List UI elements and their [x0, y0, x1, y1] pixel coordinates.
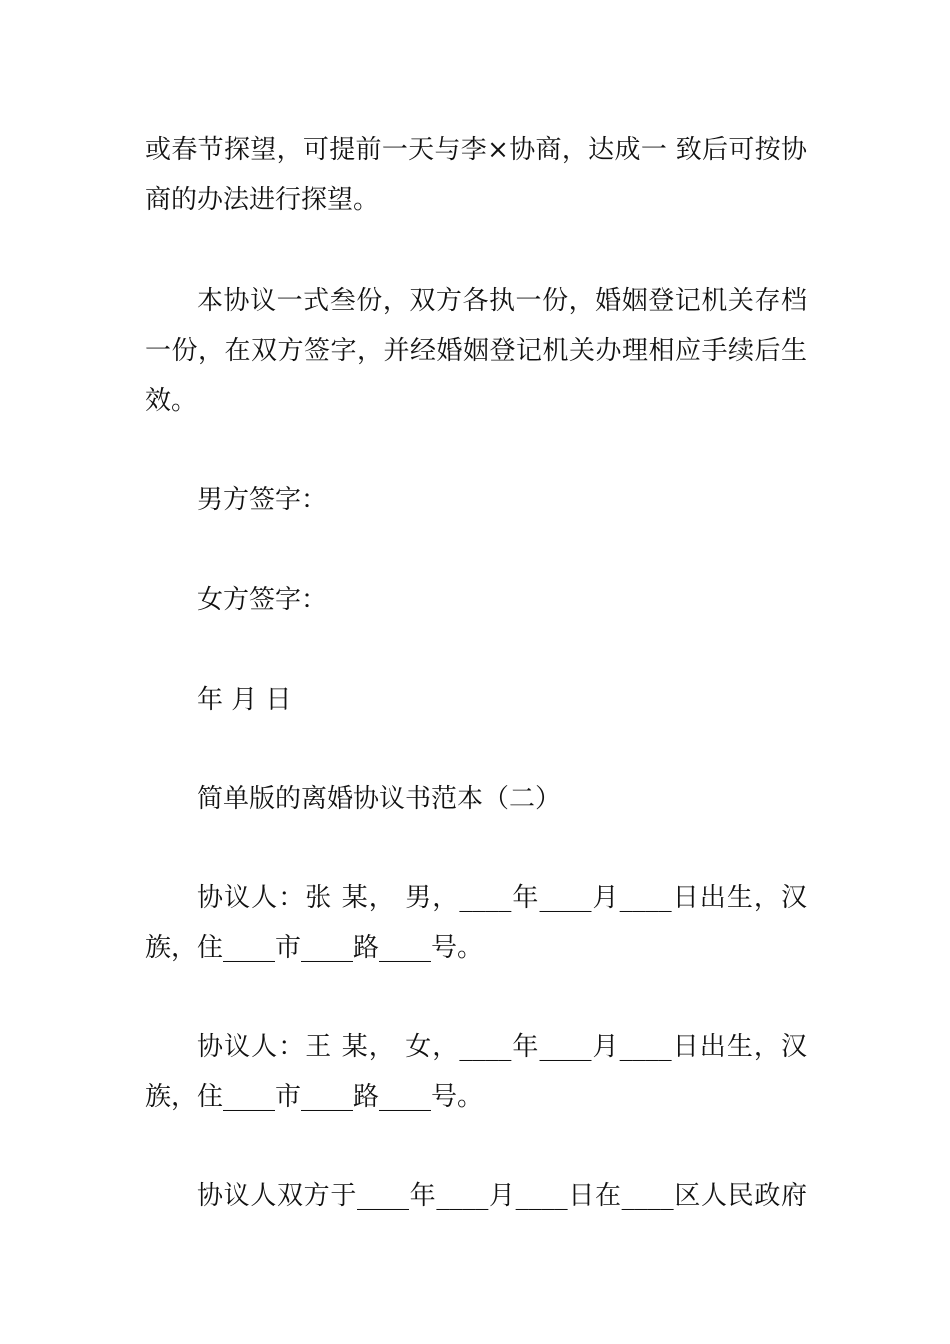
document-page: [145, 0, 807, 1344]
paragraph-1-line-1: 或春节探望，可提前一天与李×协商，达成一 致后可按协: [145, 135, 807, 165]
paragraph-2-line-3: 效。: [145, 386, 198, 416]
party-2-line-1: 协议人：王 某， 女，____年____月____日出生，汉: [197, 1032, 807, 1062]
paragraph-1-line-2: 商的办法进行探望。: [145, 185, 380, 215]
paragraph-2-line-1: 本协议一式叁份，双方各执一份，婚姻登记机关存档: [197, 286, 807, 316]
male-signature-label: 男方签字：: [197, 485, 328, 515]
agreement-line-1: 协议人双方于____年____月____日在____区人民政府: [197, 1181, 807, 1211]
party-2-line-2: 族，住____市____路____号。: [145, 1082, 484, 1112]
female-signature-label: 女方签字：: [197, 585, 328, 615]
date-line: 年 月 日: [197, 685, 292, 715]
paragraph-2-line-2: 一份，在双方签字，并经婚姻登记机关办理相应手续后生: [145, 336, 807, 366]
party-1-line-1: 协议人：张 某， 男，____年____月____日出生，汉: [197, 883, 807, 913]
party-1-line-2: 族，住____市____路____号。: [145, 933, 484, 963]
section-heading: 简单版的离婚协议书范本（二）: [197, 784, 562, 814]
